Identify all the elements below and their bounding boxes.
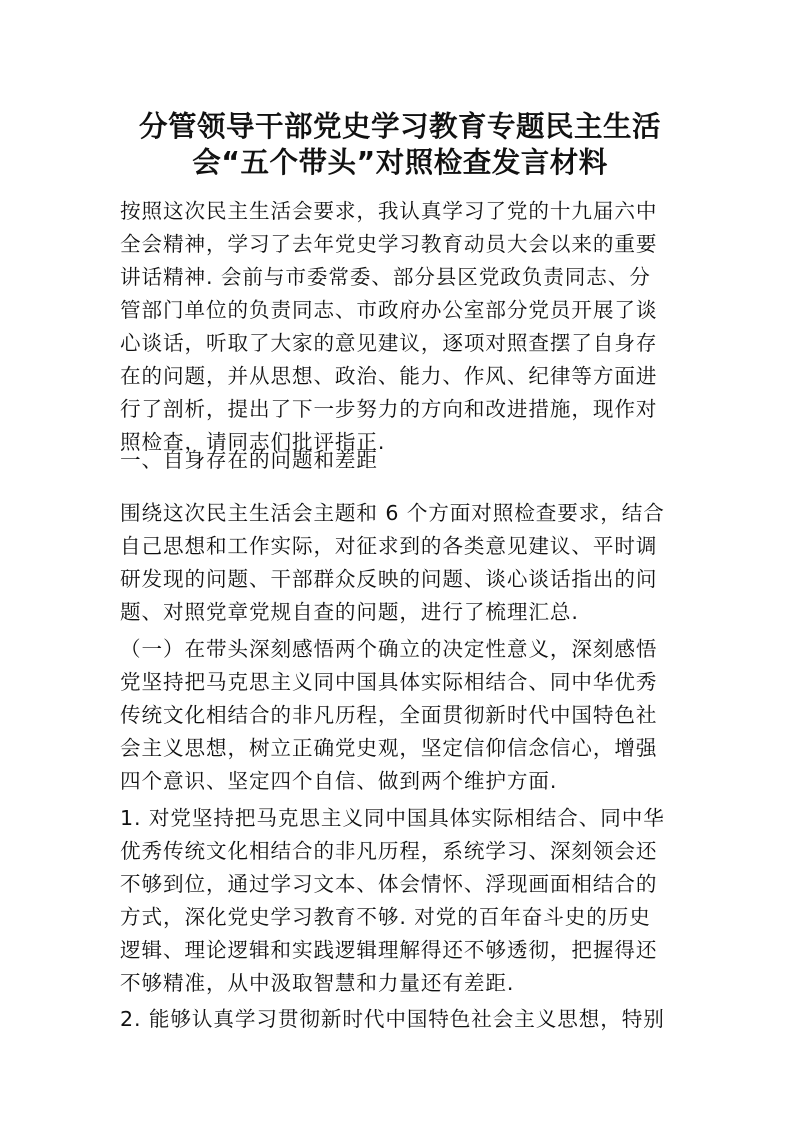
text-line: 四个意识、坚定四个自信、做到两个维护方面. <box>120 769 558 793</box>
title-line: 分管领导干部党史学习教育专题民主生活 <box>138 110 661 143</box>
intro-paragraph <box>120 195 680 459</box>
title-line: 会“五个带头”对照检查发言材料 <box>192 146 608 179</box>
text-line: 逻辑、理论逻辑和实践逻辑理解得还不够透彻，把握得还 <box>120 938 658 962</box>
text-line: 传统文化相结合的非凡历程，全面贯彻新时代中国特色社 <box>120 703 658 727</box>
subsection-paragraph <box>120 633 680 798</box>
item-paragraph-2 <box>120 1003 680 1036</box>
text-line: 心谈话，听取了大家的意见建议，逐项对照查摆了自身存 <box>120 331 658 355</box>
text-line: 党坚持把马克思主义同中国具体实际相结合、同中华优秀 <box>120 670 658 694</box>
text-line: 全会精神，学习了去年党史学习教育动员大会以来的重要 <box>120 232 658 256</box>
text-line: 1. 对党坚持把马克思主义同中国具体实际相结合、同中华 <box>120 806 665 830</box>
text-line: 研发现的问题、干部群众反映的问题、谈心谈话指出的问 <box>120 567 658 591</box>
text-line: （一）在带头深刻感悟两个确立的决定性意义，深刻感悟 <box>120 637 658 661</box>
text-line: 按照这次民主生活会要求，我认真学习了党的十九届六中 <box>120 199 658 223</box>
text-line: 照检查，请同志们批评指正. <box>120 430 386 454</box>
text-line: 2. 能够认真学习贯彻新时代中国特色社会主义思想，特别 <box>120 1007 665 1031</box>
text-line: 题、对照党章党规自查的问题，进行了梳理汇总. <box>120 600 579 624</box>
heading-line: 一、自身存在的问题和差距 <box>120 448 378 472</box>
text-line: 方式，深化党史学习教育不够. 对党的百年奋斗史的历史 <box>120 905 651 929</box>
item-paragraph-1 <box>120 802 680 1000</box>
section-heading <box>120 444 680 477</box>
text-line: 不够到位，通过学习文本、体会情怀、浮现画面相结合的 <box>120 872 658 896</box>
text-line: 围绕这次民主生活会主题和 6 个方面对照检查要求，结合 <box>120 501 665 525</box>
text-line: 行了剖析，提出了下一步努力的方向和改进措施，现作对 <box>120 397 658 421</box>
text-line: 在的问题，并从思想、政治、能力、作风、纪律等方面进 <box>120 364 658 388</box>
text-line: 管部门单位的负责同志、市政府办公室部分党员开展了谈 <box>120 298 658 322</box>
text-line: 自己思想和工作实际，对征求到的各类意见建议、平时调 <box>120 534 658 558</box>
text-line: 优秀传统文化相结合的非凡历程，系统学习、深刻领会还 <box>120 839 658 863</box>
body-paragraph <box>120 497 680 629</box>
text-line: 不够精准，从中汲取智慧和力量还有差距. <box>120 971 515 995</box>
text-line: 会主义思想，树立正确党史观，坚定信仰信念信心，增强 <box>120 736 658 760</box>
text-line: 讲话精神. 会前与市委常委、部分县区党政负责同志、分 <box>120 265 651 289</box>
document-title <box>100 109 700 181</box>
